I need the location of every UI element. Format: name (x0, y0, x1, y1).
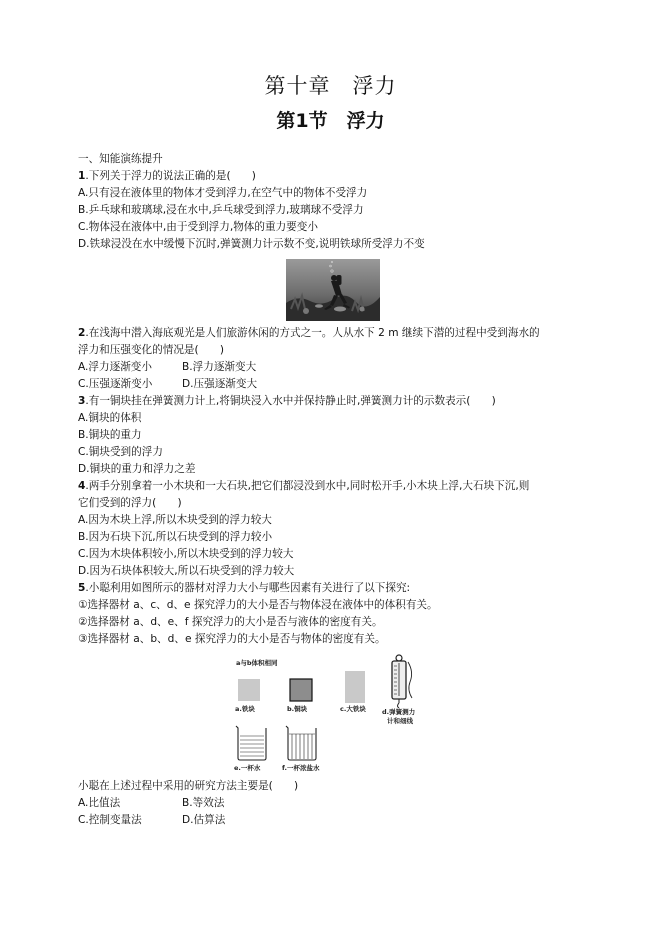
q3-option-b: B.铜块的重力 (78, 429, 142, 441)
question-number: 5 (78, 582, 86, 594)
label-iron-block: a.铁块 (235, 705, 255, 713)
question-number: 3 (78, 395, 86, 407)
q5-option-a: A.比值法 (78, 797, 121, 809)
chapter-title: 第十章 浮力 (264, 74, 397, 98)
beaker-water (236, 726, 266, 760)
q3-option-a: A.铜块的体积 (78, 412, 142, 424)
apparatus-figure (230, 654, 436, 774)
iron-block (238, 679, 260, 701)
question-text: .小聪利用如图所示的器材对浮力大小与哪些因素有关进行了以下探究: (85, 582, 411, 594)
question-text: .有一铜块挂在弹簧测力计上,将铜块浸入水中并保持静止时,弹簧测力计的示数表示( ) (85, 395, 496, 407)
question-4-stem (78, 478, 588, 495)
question-number: 1 (78, 170, 86, 182)
q5-item-2: ②选择器材 a、d、e、f 探究浮力的大小是否与液体的密度有关。 (78, 616, 383, 628)
q4-option-b: B.因为石块下沉,所以石块受到的浮力较小 (78, 531, 273, 543)
question-text: .两手分别拿着一小木块和一大石块,把它们都浸没到水中,同时松开手,小木块上浮,大石块下沉,则 (85, 480, 530, 492)
question-2-stem (78, 325, 588, 342)
spring-scale (392, 655, 412, 708)
q5-option-d: D.估算法 (182, 814, 226, 826)
q2-option-c: C.压强逐渐变小 (78, 378, 153, 390)
q2-option-d: D.压强逐渐变大 (182, 378, 258, 390)
q1-option-a: A.只有浸在液体里的物体才受到浮力,在空气中的物体不受浮力 (78, 187, 368, 199)
section-title: 第1节 浮力 (276, 110, 385, 132)
q1-option-b: B.乒乓球和玻璃球,浸在水中,乒乓球受到浮力,玻璃球不受浮力 (78, 204, 364, 216)
q2-options-row-1 (78, 359, 588, 376)
diver-photo (286, 259, 380, 321)
part-heading: 一、知能演练提升 (78, 153, 163, 165)
content (78, 151, 588, 829)
question-2-stem-cont: 浮力和压强变化的情况是( ) (78, 344, 224, 356)
q5-item-1: ①选择器材 a、c、d、e 探究浮力的大小是否与物体浸在液体中的体积有关。 (78, 599, 438, 611)
question-5-stem (78, 580, 588, 597)
question-number: 4 (78, 480, 86, 492)
q4-option-c: C.因为木块体积较小,所以木块受到的浮力较大 (78, 548, 294, 560)
label-copper-block: b.铜块 (287, 705, 308, 713)
question-1-stem (78, 168, 588, 185)
q1-option-d: D.铁球浸没在水中缓慢下沉时,弹簧测力计示数不变,说明铁球所受浮力不变 (78, 238, 425, 250)
q3-option-d: D.铜块的重力和浮力之差 (78, 463, 196, 475)
label-beaker-salt-water: f.一杯浓盐水 (282, 764, 320, 772)
label-beaker-water: e.一杯水 (234, 764, 261, 772)
q5-item-3: ③选择器材 a、b、d、e 探究浮力的大小是否与物体的密度有关。 (78, 633, 386, 645)
big-iron-block (345, 671, 365, 703)
q5-option-c: C.控制变量法 (78, 814, 142, 826)
beaker-salt-water (286, 726, 316, 760)
q5-options-row-1 (78, 795, 588, 812)
question-5-ask: 小聪在上述过程中采用的研究方法主要是( ) (78, 780, 299, 792)
q2-option-b: B.浮力逐渐变大 (182, 361, 257, 373)
q2-options-row-2 (78, 376, 588, 393)
figure-note: a与b体积相同 (236, 659, 278, 667)
copper-block (290, 679, 312, 701)
question-text: .在浅海中潜入海底观光是人们旅游休闲的方式之一。人从水下 2 m 继续下潜的过程中受到海水的 (85, 327, 540, 339)
question-3-stem (78, 393, 588, 410)
label-spring-scale-2: 计和细线 (387, 717, 413, 725)
q1-option-c: C.物体浸在液体中,由于受到浮力,物体的重力要变小 (78, 221, 318, 233)
q4-option-a: A.因为木块上浮,所以木块受到的浮力较大 (78, 514, 272, 526)
question-4-stem-cont: 它们受到的浮力( ) (78, 497, 182, 509)
q4-option-d: D.因为石块体积较大,所以石块受到的浮力较大 (78, 565, 295, 577)
q5-options-row-2 (78, 812, 588, 829)
question-number: 2 (78, 327, 86, 339)
label-spring-scale-1: d.弹簧测力 (382, 708, 416, 716)
question-text: .下列关于浮力的说法正确的是( ) (85, 170, 256, 182)
q3-option-c: C.铜块受到的浮力 (78, 446, 163, 458)
label-big-iron-block: c.大铁块 (340, 705, 366, 713)
q5-option-b: B.等效法 (182, 797, 225, 809)
q2-option-a: A.浮力逐渐变小 (78, 361, 152, 373)
